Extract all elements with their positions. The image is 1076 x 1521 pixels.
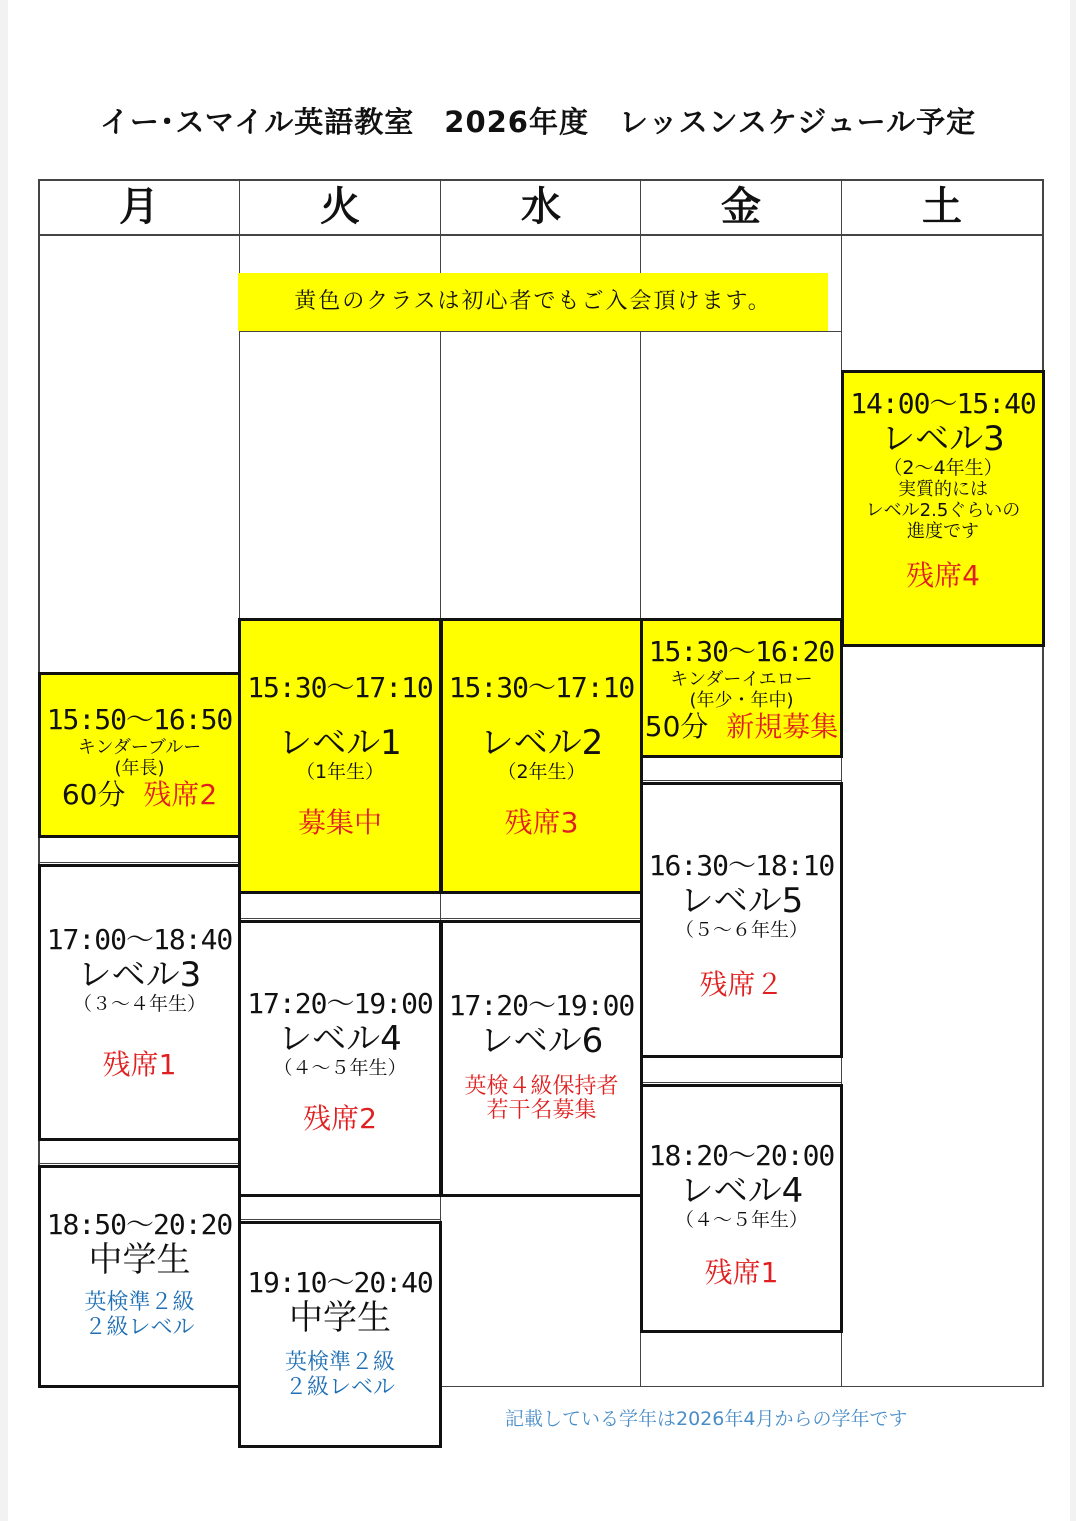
class-duration: 60分: [61, 778, 126, 811]
class-card-mon-junior-high[interactable]: [38, 1165, 241, 1388]
class-time: 18:20〜20:00: [648, 1139, 835, 1172]
class-age: （５〜６年生）: [674, 919, 808, 941]
class-age: （４〜５年生）: [273, 1057, 407, 1079]
class-age: （2〜4年生）: [883, 457, 1003, 479]
class-age: (年少・年中): [689, 690, 794, 711]
class-card-fri-level5[interactable]: [640, 782, 843, 1058]
class-age: （４〜５年生）: [674, 1209, 808, 1231]
class-time: 15:30〜17:10: [247, 671, 433, 704]
day-header-wed: 水: [521, 184, 561, 230]
class-name: キンダーイエロー: [670, 669, 813, 690]
beginner-notice: 黄色のクラスは初心者でもご入会頂けます。: [238, 273, 828, 331]
class-meta: [643, 711, 840, 743]
class-meta: [41, 779, 238, 811]
class-level: レベル2: [479, 723, 604, 763]
class-time: 17:20〜19:00: [448, 989, 635, 1022]
class-note: 若干名募集: [486, 1098, 597, 1123]
class-level: 中学生: [88, 1240, 191, 1280]
class-level: レベル4: [278, 1019, 402, 1059]
class-status: 残席2: [303, 1102, 377, 1135]
class-note: レベル2.5ぐらいの: [865, 500, 1021, 521]
row-line: [38, 1163, 239, 1164]
class-status: 残席2: [143, 778, 218, 811]
class-time: 18:50〜20:20: [46, 1208, 233, 1241]
class-time: 14:00〜15:40: [850, 387, 1036, 420]
class-name: キンダーブルー: [77, 737, 202, 758]
class-card-wed-level6[interactable]: [440, 920, 643, 1197]
class-card-sat-level3[interactable]: [841, 370, 1045, 647]
row-line: [38, 862, 239, 863]
grade-footnote: 記載している学年は2026年4月からの学年です: [505, 1408, 908, 1430]
class-level: レベル3: [77, 955, 202, 995]
row-line: [240, 1219, 440, 1220]
row-line: [640, 1082, 841, 1083]
day-header-mon: 月: [119, 184, 159, 230]
class-level: レベル6: [479, 1021, 604, 1061]
class-time: 15:30〜16:20: [648, 635, 835, 668]
grid-right-border: [1042, 179, 1044, 1387]
class-level: レベル3: [881, 419, 1005, 459]
class-age: （2年生）: [497, 761, 586, 783]
class-card-fri-level4[interactable]: [640, 1084, 843, 1333]
class-note: 英検４級保持者: [464, 1074, 619, 1099]
row-line: [640, 780, 841, 781]
class-card-tue-junior-high[interactable]: [238, 1221, 442, 1448]
class-level: レベル1: [278, 723, 402, 763]
class-note: 実質的には: [898, 479, 988, 500]
row-line: [240, 331, 841, 332]
class-age: （1年生）: [295, 761, 385, 783]
class-status: 残席２: [699, 968, 784, 1001]
class-card-mon-level3[interactable]: [38, 864, 241, 1141]
class-card-mon-kinder-blue[interactable]: [38, 672, 241, 838]
class-status: 残席3: [504, 806, 579, 839]
class-status: 残席4: [906, 559, 980, 592]
class-duration: 50分: [644, 710, 709, 743]
class-card-tue-level1[interactable]: [238, 618, 442, 894]
day-header-fri: 金: [721, 184, 761, 230]
class-time: 15:30〜17:10: [448, 671, 635, 704]
day-header-sat: 土: [922, 184, 962, 230]
class-level: レベル4: [679, 1171, 804, 1211]
class-time: 19:10〜20:40: [247, 1266, 433, 1299]
class-level: 中学生: [289, 1298, 391, 1338]
class-note: ２級レベル: [284, 1375, 395, 1400]
class-card-wed-level2[interactable]: [440, 618, 643, 894]
class-time: 17:00〜18:40: [46, 923, 233, 956]
class-age: (年長): [114, 758, 165, 779]
class-status: 募集中: [297, 806, 382, 839]
class-note: 英検準２級: [84, 1290, 195, 1315]
page-title: イー･スマイル英語教室 2026年度 レッスンスケジュール予定: [99, 105, 977, 139]
class-time: 16:30〜18:10: [648, 849, 835, 882]
class-status: 残席1: [102, 1048, 177, 1081]
class-note: 進度です: [907, 521, 979, 542]
class-status: 新規募集: [726, 710, 839, 743]
class-note: ２級レベル: [84, 1315, 195, 1340]
class-level: レベル5: [679, 881, 804, 921]
class-note: 英検準２級: [284, 1350, 395, 1375]
class-card-fri-kinder-yellow[interactable]: [640, 618, 843, 758]
class-card-tue-level4[interactable]: [238, 920, 442, 1197]
day-header-tue: 火: [320, 184, 360, 230]
class-time: 15:50〜16:50: [46, 703, 233, 736]
row-line: [240, 918, 640, 919]
class-time: 17:20〜19:00: [247, 987, 433, 1020]
class-status: 残席1: [704, 1256, 779, 1289]
class-age: （３〜４年生）: [72, 993, 206, 1015]
